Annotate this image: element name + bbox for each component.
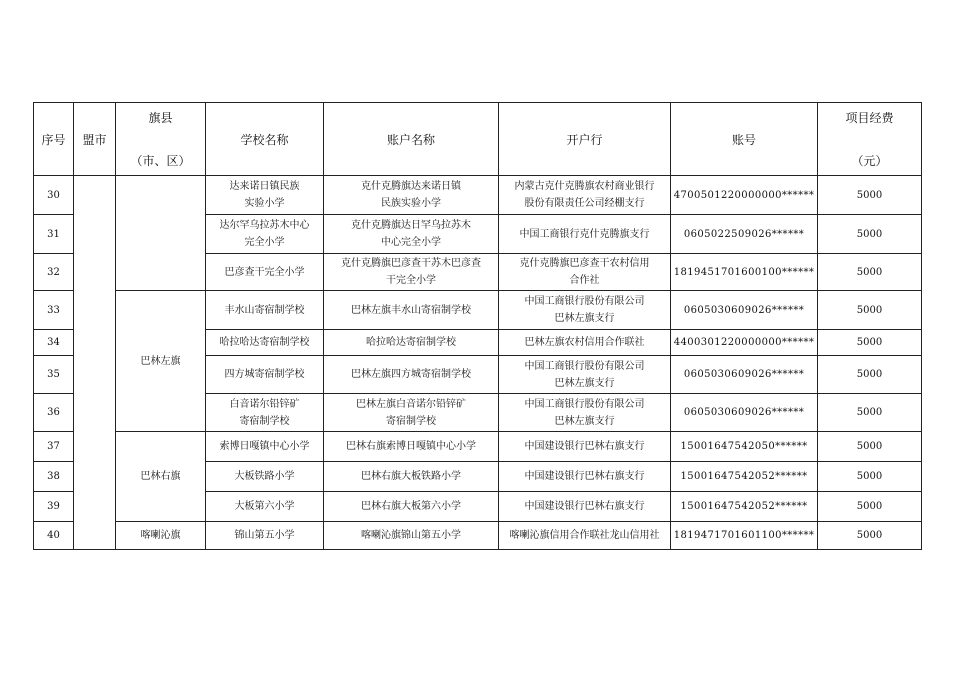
account-no-cell: 4700501220000000****** [671, 176, 818, 215]
account-no-cell: 0605022509026****** [671, 215, 818, 254]
table-row [34, 291, 922, 330]
header-county-line1: 旗县 [148, 111, 173, 125]
school-cell [206, 176, 324, 215]
account-name-cell [324, 492, 499, 522]
seq-cell: 38 [34, 462, 74, 492]
bank-cell [499, 291, 671, 330]
table-row [34, 176, 922, 215]
bank-cell [499, 522, 671, 550]
school-line: 寄宿制学校 [239, 415, 290, 427]
seq-cell: 30 [34, 176, 74, 215]
bank-cell [499, 215, 671, 254]
amount-cell: 5000 [818, 462, 922, 492]
account-name-line: 巴林右旗索博日嘎镇中心小学 [346, 441, 476, 452]
bank-cell [499, 462, 671, 492]
school-line: 大板第六小学 [234, 501, 295, 512]
bank-cell [499, 356, 671, 394]
account-name-cell [324, 176, 499, 215]
account-no-cell: 1819451701600100****** [671, 254, 818, 291]
amount-cell: 5000 [818, 291, 922, 330]
amount-cell: 5000 [818, 215, 922, 254]
amount-cell: 5000 [818, 394, 922, 432]
header-account-name: 账户名称 [324, 103, 499, 176]
school-cell [206, 330, 324, 356]
account-name-cell [324, 462, 499, 492]
account-name-cell [324, 330, 499, 356]
account-name-line: 寄宿制学校 [386, 415, 436, 427]
amount-cell: 5000 [818, 432, 922, 462]
account-name-line: 巴林右旗大板第六小学 [361, 501, 461, 512]
amount-cell: 5000 [818, 330, 922, 356]
bank-line: 合作社 [569, 275, 600, 286]
county-cell [116, 176, 206, 291]
school-cell [206, 432, 324, 462]
header-funds [818, 103, 922, 176]
table-row [34, 522, 922, 550]
account-name-line: 哈拉哈达寄宿制学校 [366, 337, 456, 348]
account-name-line: 干完全小学 [386, 275, 436, 286]
header-bank: 开户行 [499, 103, 671, 176]
bank-line: 巴林左旗支行 [554, 415, 615, 427]
school-line: 白音诺尔铅锌矿 [229, 398, 300, 410]
account-name-cell [324, 394, 499, 432]
account-name-line: 克什克腾旗达日罕乌拉苏木 [351, 220, 471, 231]
bank-line: 中国工商银行股份有限公司 [524, 360, 645, 372]
bank-line: 巴林左旗支行 [554, 377, 615, 389]
header-county [116, 103, 206, 176]
bank-line: 中国建设银行巴林右旗支行 [524, 501, 645, 512]
school-line: 巴彦查干完全小学 [224, 266, 305, 278]
header-league: 盟市 [74, 103, 116, 176]
account-name-line: 巴林左旗四方城寄宿制学校 [351, 369, 471, 380]
account-name-line: 喀喇沁旗锦山第五小学 [361, 530, 461, 541]
table-row [34, 432, 922, 462]
bank-line: 中国工商银行股份有限公司 [524, 296, 645, 307]
county-cell: 喀喇沁旗 [116, 522, 206, 550]
account-no-cell: 0605030609026****** [671, 291, 818, 330]
account-no-cell: 15001647542050****** [671, 432, 818, 462]
funding-table [33, 102, 922, 550]
school-line: 哈拉哈达寄宿制学校 [219, 337, 310, 348]
school-cell [206, 522, 324, 550]
header-account-no: 账号 [671, 103, 818, 176]
account-name-line: 巴林左旗白音诺尔铅锌矿 [356, 398, 466, 410]
school-line: 锦山第五小学 [234, 530, 295, 541]
account-name-cell [324, 254, 499, 291]
school-line: 达来诺日镇民族 [229, 181, 300, 192]
school-cell [206, 215, 324, 254]
seq-cell: 40 [34, 522, 74, 550]
amount-cell: 5000 [818, 176, 922, 215]
school-line: 索博日嘎镇中心小学 [219, 441, 310, 452]
account-name-line: 巴林右旗大板铁路小学 [361, 471, 461, 482]
bank-line: 巴林左旗支行 [554, 313, 615, 324]
amount-cell: 5000 [818, 254, 922, 291]
seq-cell: 39 [34, 492, 74, 522]
account-name-line: 巴林左旗丰水山寄宿制学校 [351, 304, 471, 316]
table-body [34, 176, 922, 550]
seq-cell: 34 [34, 330, 74, 356]
header-funds-line2: （元） [851, 154, 888, 168]
school-cell [206, 254, 324, 291]
account-name-cell [324, 522, 499, 550]
header-school: 学校名称 [206, 103, 324, 176]
account-no-cell: 15001647542052****** [671, 462, 818, 492]
school-cell [206, 291, 324, 330]
school-line: 四方城寄宿制学校 [224, 369, 305, 380]
account-name-cell [324, 291, 499, 330]
school-cell [206, 356, 324, 394]
account-name-line: 中心完全小学 [381, 237, 441, 248]
header-row [34, 103, 922, 176]
account-no-cell: 0605030609026****** [671, 356, 818, 394]
account-name-cell [324, 215, 499, 254]
account-no-cell: 0605030609026****** [671, 394, 818, 432]
bank-cell [499, 176, 671, 215]
bank-cell [499, 432, 671, 462]
bank-cell [499, 394, 671, 432]
school-line: 达尔罕乌拉苏木中心 [219, 220, 310, 231]
seq-cell: 36 [34, 394, 74, 432]
bank-line: 内蒙古克什克腾旗农村商业银行 [514, 181, 655, 192]
account-no-cell: 4400301220000000****** [671, 330, 818, 356]
seq-cell: 37 [34, 432, 74, 462]
bank-line: 中国工商银行股份有限公司 [524, 398, 645, 410]
account-name-cell [324, 356, 499, 394]
header-funds-line1: 项目经费 [845, 111, 894, 125]
header-county-line2: （市、区） [130, 154, 191, 168]
bank-line: 股份有限责任公司经棚支行 [524, 198, 645, 209]
county-cell: 巴林右旗 [116, 432, 206, 522]
school-cell [206, 462, 324, 492]
account-no-cell: 15001647542052****** [671, 492, 818, 522]
bank-line: 中国工商银行克什克腾旗支行 [519, 228, 650, 240]
school-line: 完全小学 [244, 237, 285, 248]
bank-line: 巴林左旗农村信用合作联社 [524, 337, 645, 348]
bank-cell [499, 254, 671, 291]
school-cell [206, 394, 324, 432]
amount-cell: 5000 [818, 492, 922, 522]
header-seq: 序号 [34, 103, 74, 176]
account-name-line: 克什克腾旗达来诺日镇 [361, 181, 461, 192]
bank-cell [499, 330, 671, 356]
league-cell [74, 176, 116, 550]
school-line: 大板铁路小学 [234, 471, 295, 482]
school-cell [206, 492, 324, 522]
bank-line: 中国建设银行巴林右旗支行 [524, 471, 645, 482]
school-line: 实验小学 [244, 198, 285, 209]
seq-cell: 35 [34, 356, 74, 394]
seq-cell: 33 [34, 291, 74, 330]
county-cell: 巴林左旗 [116, 291, 206, 432]
account-name-line: 克什克腾旗巴彦查干苏木巴彦查 [341, 258, 481, 269]
amount-cell: 5000 [818, 356, 922, 394]
bank-line: 喀喇沁旗信用合作联社龙山信用社 [509, 530, 660, 541]
bank-line: 中国建设银行巴林右旗支行 [524, 441, 645, 452]
account-no-cell: 1819471701601100****** [671, 522, 818, 550]
bank-cell [499, 492, 671, 522]
school-line: 丰水山寄宿制学校 [224, 304, 305, 316]
amount-cell: 5000 [818, 522, 922, 550]
account-name-line: 民族实验小学 [381, 198, 441, 209]
seq-cell: 32 [34, 254, 74, 291]
account-name-cell [324, 432, 499, 462]
bank-line: 克什克腾旗巴彦查干农村信用 [519, 258, 650, 269]
seq-cell: 31 [34, 215, 74, 254]
